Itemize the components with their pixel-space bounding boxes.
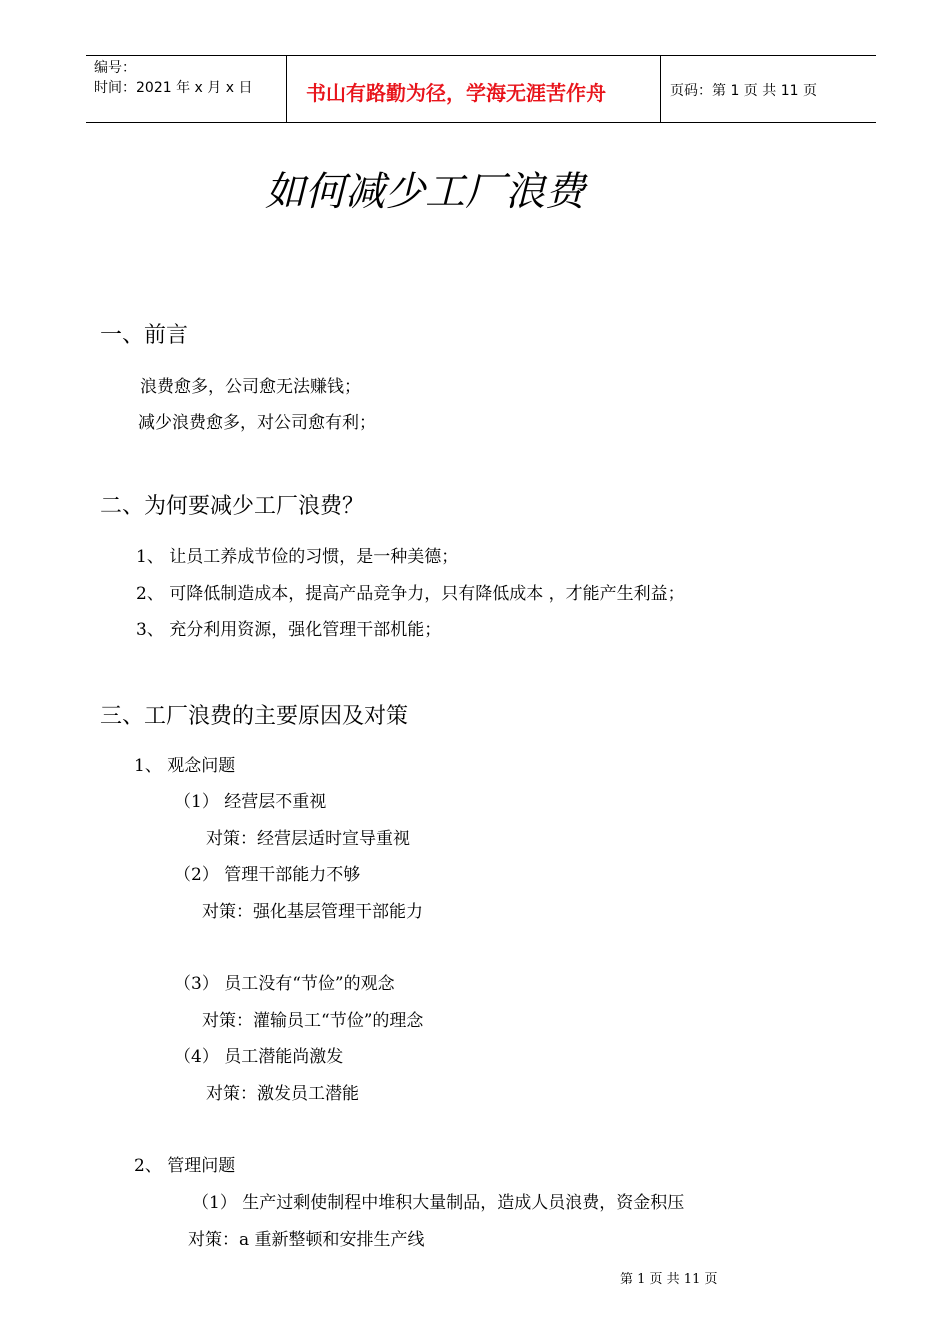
section-heading-why: 二、为何要减少工厂浪费？ bbox=[100, 494, 365, 519]
countermeasure: 对策：经营层适时宣导重视 bbox=[206, 829, 410, 849]
subsection-title: 1、 观念问题 bbox=[134, 756, 236, 776]
header-divider-right bbox=[660, 55, 661, 123]
section-heading-causes: 三、工厂浪费的主要原因及对策 bbox=[100, 704, 409, 729]
header-time-label: 时间：2021 年 x 月 x 日 bbox=[94, 80, 253, 96]
document-title: 如何减少工厂浪费 bbox=[265, 169, 585, 215]
list-item: 1、 让员工养成节俭的习惯，是一种美德； bbox=[136, 547, 459, 567]
cause-item: （4） 员工潜能尚激发 bbox=[174, 1047, 344, 1067]
header-number-label: 编号： bbox=[94, 60, 136, 76]
header-divider-left bbox=[286, 55, 287, 123]
countermeasure: 对策：a 重新整顿和安排生产线 bbox=[188, 1230, 425, 1250]
preface-line: 浪费愈多，公司愈无法赚钱； bbox=[140, 377, 361, 397]
header-bottom-rule bbox=[86, 122, 876, 123]
cause-item: （3） 员工没有“节俭”的观念 bbox=[174, 974, 395, 994]
cause-item: （1） 生产过剩使制程中堆积大量制品，造成人员浪费，资金积压 bbox=[192, 1193, 685, 1213]
list-item: 2、 可降低制造成本，提高产品竞争力，只有降低成本 ，才能产生利益； bbox=[136, 584, 685, 604]
countermeasure: 对策：激发员工潜能 bbox=[206, 1084, 359, 1104]
subsection-title: 2、 管理问题 bbox=[134, 1156, 236, 1176]
header-motto: 书山有路勤为径，学海无涯苦作舟 bbox=[306, 81, 606, 105]
list-item: 3、 充分利用资源，强化管理干部机能； bbox=[136, 620, 442, 640]
header-page-info: 页码：第 1 页 共 11 页 bbox=[670, 83, 817, 99]
page-footer: 第 1 页 共 11 页 bbox=[620, 1272, 718, 1287]
cause-item: （1） 经营层不重视 bbox=[174, 792, 327, 812]
countermeasure: 对策：强化基层管理干部能力 bbox=[202, 902, 423, 922]
preface-line: 减少浪费愈多，对公司愈有利； bbox=[138, 413, 376, 433]
header-top-rule bbox=[86, 55, 876, 56]
cause-item: （2） 管理干部能力不够 bbox=[174, 865, 361, 885]
countermeasure: 对策：灌输员工“节俭”的理念 bbox=[202, 1011, 424, 1031]
section-heading-preface: 一、前言 bbox=[100, 323, 189, 348]
